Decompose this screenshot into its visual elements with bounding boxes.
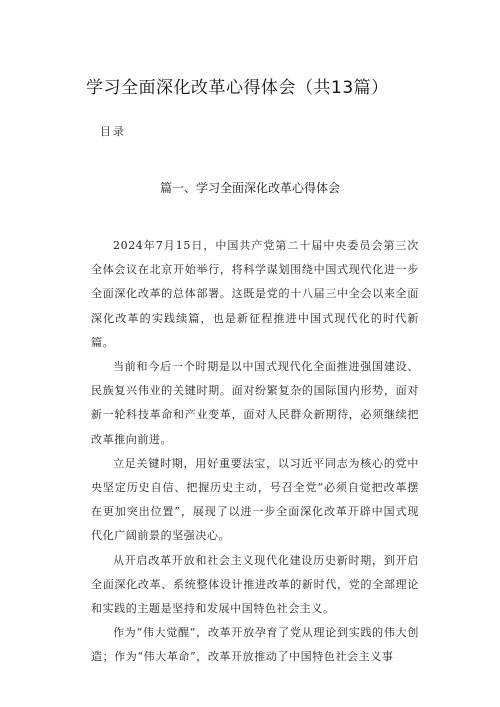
paragraph: 立足关键时期，用好重要法宝，以习近平同志为核心的党中央坚定历史自信、把握历史主动，号召全党“必须自觉把改革摆在更加突出位置”，展现了以进一步全面深化改革开辟中国式现代化广阔前景的坚强决心。	[91, 456, 419, 543]
paragraph: 当前和今后一个时期是以中国式现代化全面推进强国建设、民族复兴伟业的关键时期。面对纷繁复杂的国际国内形势，面对新一轮科技革命和产业变革，面对人民群众新期待，必须继续把改革推向前进。	[91, 360, 419, 446]
paragraph: 从开启改革开放和社会主义现代化建设历史新时期，到开启全面深化改革、系统整体设计推进改革的新时代，党的全部理论和实践的主题是坚持和发展中国特色社会主义。	[91, 553, 419, 616]
section-title: 篇一、学习全面深化改革心得体会	[159, 181, 340, 195]
paragraph: 2024年7月15日，中国共产党第二十届中央委员会第三次全体会议在北京开始举行，将科学谋划围绕中国式现代化进一步全面深化改革的总体部署。这既是党的十八届三中全会以来全面深化改革的实践续篇，也是新征程推进中国式现代化的时代新篇。	[91, 239, 419, 349]
table-of-contents-label: 目录	[100, 125, 126, 138]
body-text	[91, 234, 419, 670]
document-title: 学习全面深化改革心得体会（共13篇）	[86, 78, 389, 98]
paragraph: 作为“伟大觉醒”，改革开放孕育了党从理论到实践的伟大创造；作为“伟大革命”，改革开放推动了中国特色社会主义事	[91, 626, 419, 664]
